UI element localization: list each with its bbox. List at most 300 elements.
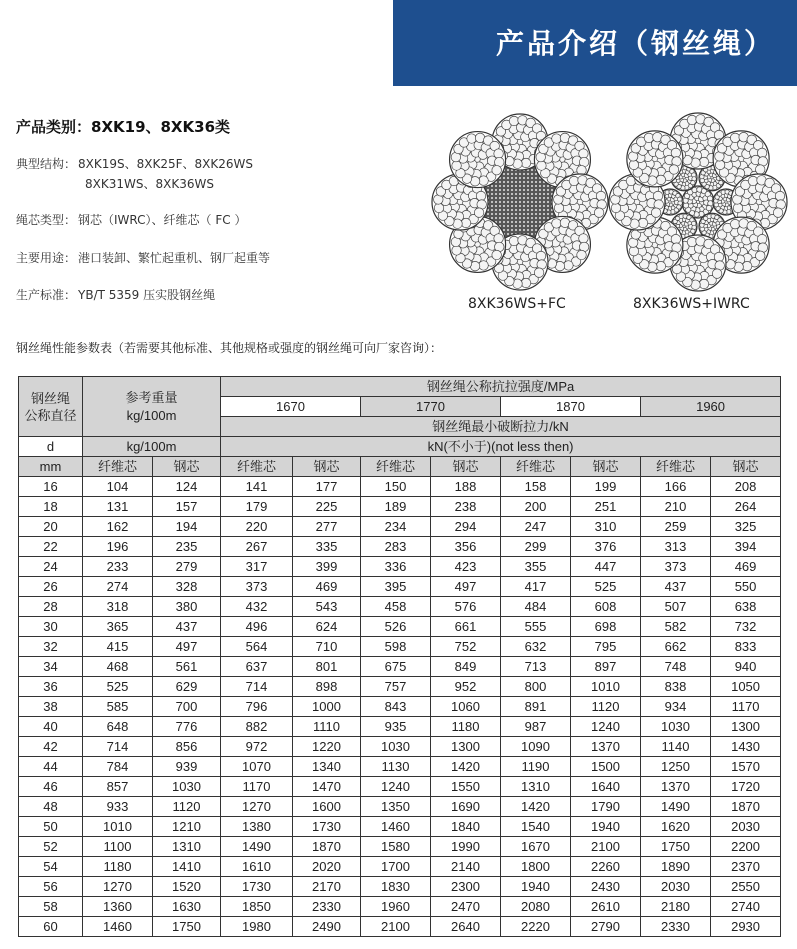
cell-value: 796 <box>221 697 293 717</box>
table-row <box>19 477 781 497</box>
cell-value: 1830 <box>361 877 431 897</box>
cell-value: 2140 <box>431 857 501 877</box>
cell-value: 1460 <box>83 917 153 937</box>
table-row <box>19 577 781 597</box>
cell-value: 637 <box>221 657 293 677</box>
table-row <box>19 517 781 537</box>
cell-value: 1600 <box>293 797 361 817</box>
cell-value: 200 <box>501 497 571 517</box>
cell-value: 497 <box>153 637 221 657</box>
usage-label: 主要用途： <box>16 251 77 265</box>
cell-diameter: 38 <box>19 697 83 717</box>
cell-value: 238 <box>431 497 501 517</box>
cell-value: 274 <box>83 577 153 597</box>
spec-structure <box>16 154 253 194</box>
cell-value: 648 <box>83 717 153 737</box>
cell-value: 1370 <box>571 737 641 757</box>
cell-value: 2300 <box>431 877 501 897</box>
cell-value: 952 <box>431 677 501 697</box>
cell-value: 801 <box>293 657 361 677</box>
core-type-steel: 钢芯 <box>153 457 221 477</box>
cell-value: 1310 <box>501 777 571 797</box>
cell-value: 525 <box>571 577 641 597</box>
cell-diameter: 52 <box>19 837 83 857</box>
cell-value: 415 <box>83 637 153 657</box>
performance-table <box>18 376 781 937</box>
table-row <box>19 617 781 637</box>
spec-core <box>16 210 246 230</box>
cell-value: 598 <box>361 637 431 657</box>
cell-value: 2470 <box>431 897 501 917</box>
cell-value: 497 <box>431 577 501 597</box>
cell-value: 1890 <box>641 857 711 877</box>
cell-value: 162 <box>83 517 153 537</box>
cell-value: 423 <box>431 557 501 577</box>
core-type-fiber: 纤维芯 <box>361 457 431 477</box>
cell-diameter: 22 <box>19 537 83 557</box>
cell-diameter: 44 <box>19 757 83 777</box>
cell-value: 1500 <box>571 757 641 777</box>
structure-line1: 8XK19S、8XK25F、8XK26WS <box>78 157 254 171</box>
cell-value: 1190 <box>501 757 571 777</box>
cell-value: 1120 <box>571 697 641 717</box>
cell-value: 373 <box>221 577 293 597</box>
spec-standard <box>16 285 215 305</box>
cell-value: 1100 <box>83 837 153 857</box>
cell-value: 843 <box>361 697 431 717</box>
cell-value: 220 <box>221 517 293 537</box>
cell-diameter: 16 <box>19 477 83 497</box>
cell-value: 1850 <box>221 897 293 917</box>
cell-value: 897 <box>571 657 641 677</box>
cell-value: 795 <box>571 637 641 657</box>
cell-value: 1030 <box>641 717 711 737</box>
cell-value: 638 <box>711 597 781 617</box>
table-row <box>19 677 781 697</box>
rope-cross-section-fc <box>430 112 610 292</box>
cell-value: 179 <box>221 497 293 517</box>
cell-value: 1470 <box>293 777 361 797</box>
cell-value: 1940 <box>571 817 641 837</box>
cell-value: 166 <box>641 477 711 497</box>
cell-value: 561 <box>153 657 221 677</box>
table-row <box>19 757 781 777</box>
grade-1770: 1770 <box>361 397 501 417</box>
cell-value: 700 <box>153 697 221 717</box>
cell-value: 1540 <box>501 817 571 837</box>
cell-value: 1010 <box>83 817 153 837</box>
cell-value: 2170 <box>293 877 361 897</box>
cell-value: 131 <box>83 497 153 517</box>
cell-value: 496 <box>221 617 293 637</box>
cell-value: 336 <box>361 557 431 577</box>
cell-value: 188 <box>431 477 501 497</box>
cell-value: 2610 <box>571 897 641 917</box>
core-type-fiber: 纤维芯 <box>83 457 153 477</box>
cell-value: 1580 <box>361 837 431 857</box>
cell-value: 1870 <box>711 797 781 817</box>
cell-diameter: 46 <box>19 777 83 797</box>
cell-value: 555 <box>501 617 571 637</box>
table-row <box>19 537 781 557</box>
outer-strand <box>450 132 506 188</box>
cell-value: 2930 <box>711 917 781 937</box>
cell-value: 2260 <box>571 857 641 877</box>
cell-value: 1620 <box>641 817 711 837</box>
cell-value: 849 <box>431 657 501 677</box>
cell-value: 318 <box>83 597 153 617</box>
cell-value: 469 <box>711 557 781 577</box>
cell-value: 264 <box>711 497 781 517</box>
cell-value: 507 <box>641 597 711 617</box>
table-row <box>19 857 781 877</box>
core-type-steel: 钢芯 <box>293 457 361 477</box>
cell-value: 1000 <box>293 697 361 717</box>
cell-value: 124 <box>153 477 221 497</box>
cell-value: 2100 <box>571 837 641 857</box>
cell-value: 714 <box>221 677 293 697</box>
cell-value: 1570 <box>711 757 781 777</box>
cell-value: 356 <box>431 537 501 557</box>
cell-value: 784 <box>83 757 153 777</box>
cell-value: 661 <box>431 617 501 637</box>
cell-value: 1670 <box>501 837 571 857</box>
cell-value: 1300 <box>711 717 781 737</box>
cell-value: 2740 <box>711 897 781 917</box>
cell-value: 394 <box>711 537 781 557</box>
grade-1870: 1870 <box>501 397 641 417</box>
cell-value: 1750 <box>641 837 711 857</box>
standard-label: 生产标准： <box>16 288 77 302</box>
cell-value: 2790 <box>571 917 641 937</box>
cell-value: 987 <box>501 717 571 737</box>
cell-value: 1030 <box>153 777 221 797</box>
cell-diameter: 48 <box>19 797 83 817</box>
cell-value: 199 <box>571 477 641 497</box>
cell-value: 1110 <box>293 717 361 737</box>
cell-value: 585 <box>83 697 153 717</box>
cell-value: 1690 <box>431 797 501 817</box>
cell-value: 1730 <box>293 817 361 837</box>
cell-value: 1420 <box>501 797 571 817</box>
cell-value: 1370 <box>641 777 711 797</box>
cell-value: 158 <box>501 477 571 497</box>
core-type-steel: 钢芯 <box>431 457 501 477</box>
core-type-steel: 钢芯 <box>711 457 781 477</box>
cell-value: 2330 <box>293 897 361 917</box>
cell-value: 417 <box>501 577 571 597</box>
cell-value: 1410 <box>153 857 221 877</box>
cell-value: 1270 <box>83 877 153 897</box>
core-type-fiber: 纤维芯 <box>501 457 571 477</box>
cell-value: 933 <box>83 797 153 817</box>
cell-value: 1490 <box>221 837 293 857</box>
cell-value: 437 <box>153 617 221 637</box>
table-row <box>19 557 781 577</box>
cell-value: 1090 <box>501 737 571 757</box>
cell-value: 355 <box>501 557 571 577</box>
cell-value: 526 <box>361 617 431 637</box>
core-type-fiber: 纤维芯 <box>641 457 711 477</box>
cell-value: 2200 <box>711 837 781 857</box>
rope-cross-section-iwrc <box>608 112 788 292</box>
cell-diameter: 42 <box>19 737 83 757</box>
cell-value: 157 <box>153 497 221 517</box>
cell-diameter: 18 <box>19 497 83 517</box>
cell-value: 632 <box>501 637 571 657</box>
core-type-steel: 钢芯 <box>571 457 641 477</box>
cell-value: 279 <box>153 557 221 577</box>
cell-value: 469 <box>293 577 361 597</box>
cell-value: 2030 <box>641 877 711 897</box>
cell-value: 891 <box>501 697 571 717</box>
cell-value: 267 <box>221 537 293 557</box>
cell-value: 1630 <box>153 897 221 917</box>
cell-value: 376 <box>571 537 641 557</box>
cell-value: 1610 <box>221 857 293 877</box>
cell-value: 710 <box>293 637 361 657</box>
cell-value: 2370 <box>711 857 781 877</box>
cell-value: 732 <box>711 617 781 637</box>
cell-value: 299 <box>501 537 571 557</box>
cell-value: 935 <box>361 717 431 737</box>
cell-value: 662 <box>641 637 711 657</box>
cell-value: 1460 <box>361 817 431 837</box>
cell-value: 629 <box>153 677 221 697</box>
core-label: 绳芯类型： <box>16 213 77 227</box>
cell-value: 2180 <box>641 897 711 917</box>
cell-value: 335 <box>293 537 361 557</box>
cell-value: 1640 <box>571 777 641 797</box>
unit-weight: kg/100m <box>83 437 221 457</box>
header-weight: 参考重量 kg/100m <box>83 377 221 437</box>
table-row <box>19 717 781 737</box>
cell-value: 757 <box>361 677 431 697</box>
cell-diameter: 34 <box>19 657 83 677</box>
table-row <box>19 897 781 917</box>
table-title: 钢丝绳性能参数表（若需要其他标准、其他规格或强度的钢丝绳可向厂家咨询）： <box>16 341 443 355</box>
cell-value: 1060 <box>431 697 501 717</box>
cell-value: 1720 <box>711 777 781 797</box>
core-value: 钢芯（IWRC）、纤维芯（ FC ） <box>78 213 247 227</box>
cell-value: 748 <box>641 657 711 677</box>
cell-value: 1120 <box>153 797 221 817</box>
cell-value: 1340 <box>293 757 361 777</box>
cell-value: 1380 <box>221 817 293 837</box>
cell-value: 543 <box>293 597 361 617</box>
cell-value: 752 <box>431 637 501 657</box>
cell-value: 247 <box>501 517 571 537</box>
cell-value: 210 <box>641 497 711 517</box>
cell-value: 104 <box>83 477 153 497</box>
cell-value: 2220 <box>501 917 571 937</box>
header-tensile: 钢丝绳公称抗拉强度/MPa <box>221 377 781 397</box>
cell-value: 2330 <box>641 917 711 937</box>
cell-value: 714 <box>83 737 153 757</box>
cell-value: 624 <box>293 617 361 637</box>
cell-value: 150 <box>361 477 431 497</box>
cell-value: 1130 <box>361 757 431 777</box>
cell-value: 576 <box>431 597 501 617</box>
cell-diameter: 40 <box>19 717 83 737</box>
cell-value: 882 <box>221 717 293 737</box>
product-category: 产品类别：8XK19、8XK36类 <box>16 118 230 136</box>
cell-value: 1220 <box>293 737 361 757</box>
cell-value: 713 <box>501 657 571 677</box>
caption-iwrc: 8XK36WS+IWRC <box>633 296 750 312</box>
cell-value: 1010 <box>571 677 641 697</box>
cell-diameter: 50 <box>19 817 83 837</box>
cell-value: 2080 <box>501 897 571 917</box>
cell-value: 1730 <box>221 877 293 897</box>
cell-value: 582 <box>641 617 711 637</box>
cell-value: 432 <box>221 597 293 617</box>
cell-value: 1030 <box>361 737 431 757</box>
structure-label: 典型结构： <box>16 157 77 171</box>
cell-value: 251 <box>571 497 641 517</box>
unit-d: d <box>19 437 83 457</box>
cell-value: 325 <box>711 517 781 537</box>
cell-value: 564 <box>221 637 293 657</box>
standard-value: YB/T 5359 压实股钢丝绳 <box>78 288 216 302</box>
cell-value: 1180 <box>431 717 501 737</box>
cell-value: 177 <box>293 477 361 497</box>
unit-mm: mm <box>19 457 83 477</box>
cell-value: 1140 <box>641 737 711 757</box>
cell-value: 525 <box>83 677 153 697</box>
table-row <box>19 697 781 717</box>
cell-value: 1050 <box>711 677 781 697</box>
cell-diameter: 28 <box>19 597 83 617</box>
cell-value: 317 <box>221 557 293 577</box>
cell-value: 283 <box>361 537 431 557</box>
cell-value: 380 <box>153 597 221 617</box>
cell-value: 934 <box>641 697 711 717</box>
caption-fc: 8XK36WS+FC <box>468 296 566 312</box>
cell-value: 1940 <box>501 877 571 897</box>
cell-value: 1070 <box>221 757 293 777</box>
table-row <box>19 777 781 797</box>
cell-value: 1980 <box>221 917 293 937</box>
cell-value: 141 <box>221 477 293 497</box>
grade-1670: 1670 <box>221 397 361 417</box>
cell-value: 1490 <box>641 797 711 817</box>
header-banner <box>393 0 797 86</box>
header-break-force: 钢丝绳最小破断拉力/kN <box>221 417 781 437</box>
cell-value: 234 <box>361 517 431 537</box>
cell-value: 399 <box>293 557 361 577</box>
cell-value: 1210 <box>153 817 221 837</box>
cell-value: 1420 <box>431 757 501 777</box>
table-row <box>19 817 781 837</box>
cell-value: 838 <box>641 677 711 697</box>
core-type-fiber: 纤维芯 <box>221 457 293 477</box>
cell-value: 1520 <box>153 877 221 897</box>
page-title: 产品介绍（钢丝绳） <box>495 27 775 60</box>
cell-value: 1870 <box>293 837 361 857</box>
cell-diameter: 58 <box>19 897 83 917</box>
structure-line2: 8XK31WS、8XK36WS <box>85 177 214 191</box>
cell-value: 1990 <box>431 837 501 857</box>
cell-value: 550 <box>711 577 781 597</box>
cell-value: 194 <box>153 517 221 537</box>
cell-value: 800 <box>501 677 571 697</box>
cell-value: 1360 <box>83 897 153 917</box>
cell-value: 1700 <box>361 857 431 877</box>
cell-value: 2490 <box>293 917 361 937</box>
table-row <box>19 657 781 677</box>
cell-value: 856 <box>153 737 221 757</box>
cell-value: 2100 <box>361 917 431 937</box>
cell-value: 328 <box>153 577 221 597</box>
cell-value: 373 <box>641 557 711 577</box>
cell-diameter: 56 <box>19 877 83 897</box>
cell-value: 1550 <box>431 777 501 797</box>
unit-force: kN(不小于)(not less then) <box>221 437 781 457</box>
cell-value: 1170 <box>711 697 781 717</box>
usage-value: 港口装卸、繁忙起重机、钢厂起重等 <box>78 251 271 265</box>
cell-value: 189 <box>361 497 431 517</box>
cell-diameter: 26 <box>19 577 83 597</box>
cell-value: 1240 <box>571 717 641 737</box>
table-row <box>19 917 781 937</box>
table-row <box>19 797 781 817</box>
cell-value: 208 <box>711 477 781 497</box>
cell-value: 2030 <box>711 817 781 837</box>
cell-value: 225 <box>293 497 361 517</box>
cell-value: 277 <box>293 517 361 537</box>
cell-value: 608 <box>571 597 641 617</box>
cell-diameter: 36 <box>19 677 83 697</box>
cell-value: 437 <box>641 577 711 597</box>
cell-value: 235 <box>153 537 221 557</box>
cell-value: 1240 <box>361 777 431 797</box>
cell-value: 1790 <box>571 797 641 817</box>
cell-value: 395 <box>361 577 431 597</box>
cell-value: 233 <box>83 557 153 577</box>
cell-value: 259 <box>641 517 711 537</box>
cell-value: 857 <box>83 777 153 797</box>
cell-value: 1350 <box>361 797 431 817</box>
cell-value: 1250 <box>641 757 711 777</box>
cell-value: 447 <box>571 557 641 577</box>
table-row <box>19 737 781 757</box>
cell-value: 940 <box>711 657 781 677</box>
cell-diameter: 24 <box>19 557 83 577</box>
cell-value: 1270 <box>221 797 293 817</box>
table-row <box>19 497 781 517</box>
cell-value: 1310 <box>153 837 221 857</box>
cell-value: 1170 <box>221 777 293 797</box>
cell-value: 2430 <box>571 877 641 897</box>
table-row <box>19 837 781 857</box>
spec-usage <box>16 248 270 268</box>
cell-diameter: 30 <box>19 617 83 637</box>
cell-value: 1300 <box>431 737 501 757</box>
grade-1960: 1960 <box>641 397 781 417</box>
cell-value: 698 <box>571 617 641 637</box>
cell-value: 1840 <box>431 817 501 837</box>
cell-diameter: 60 <box>19 917 83 937</box>
cell-value: 294 <box>431 517 501 537</box>
table-row <box>19 637 781 657</box>
cell-value: 310 <box>571 517 641 537</box>
cell-diameter: 20 <box>19 517 83 537</box>
cell-value: 939 <box>153 757 221 777</box>
cell-value: 484 <box>501 597 571 617</box>
cell-value: 675 <box>361 657 431 677</box>
cell-value: 1430 <box>711 737 781 757</box>
